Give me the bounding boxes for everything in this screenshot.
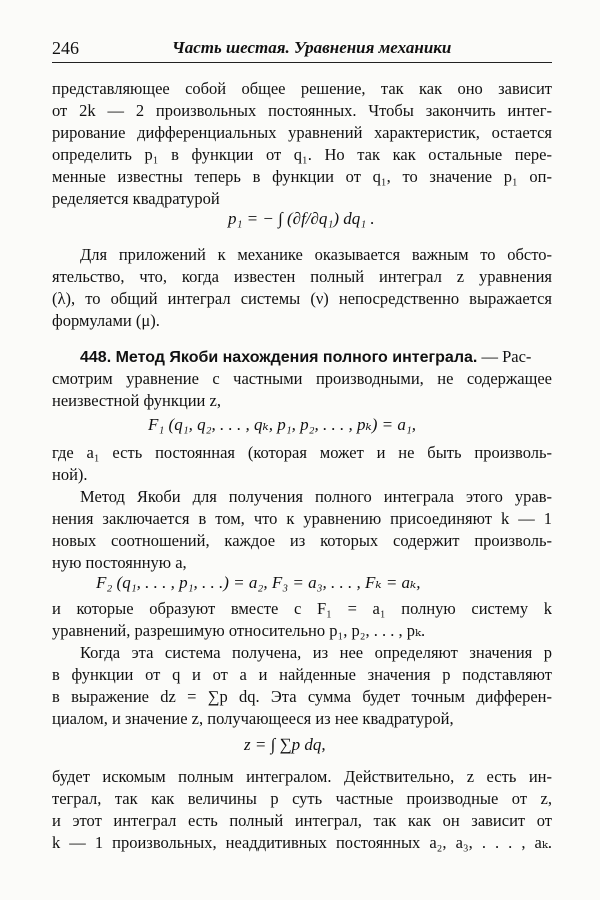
text-line: и которые образуют вместе с F₁ = a₁ полную систему k bbox=[52, 599, 552, 618]
text-line: (λ), то общий интеграл системы (ν) непосредственно выражается bbox=[52, 289, 552, 308]
section-heading-tail: — Рас- bbox=[477, 347, 532, 366]
formula-quadrature-p1: p₁ = − ∫ (∂f/∂q₁) dq₁ . bbox=[228, 209, 375, 228]
text-line: ной). bbox=[52, 465, 88, 484]
text-line: Для приложений к механике оказывается важным то обсто- bbox=[80, 245, 552, 264]
text-line: в выражение dz = ∑p dq. Эта сумма будет точным дифферен- bbox=[52, 687, 552, 706]
text-line: новых соотношений, каждое из которых содержит произволь- bbox=[52, 531, 552, 550]
section-heading-line bbox=[52, 346, 552, 369]
text-line: ределяется квадратурой bbox=[52, 189, 220, 208]
text-line: теграл, так как величины p суть частные производные от z, bbox=[52, 789, 552, 808]
text-line: ятельство, что, когда известен полный интеграл z уравнения bbox=[52, 267, 552, 286]
text-line: менные известны теперь в функции от q₁, то значение p₁ оп- bbox=[52, 167, 552, 186]
page-number: 246 bbox=[52, 38, 79, 58]
text-line: где a₁ есть постоянная (которая может и не быть произволь- bbox=[52, 443, 552, 462]
text-line: смотрим уравнение с частными производными, не содержащее bbox=[52, 369, 552, 388]
formula-equation-f1: F₁ (q₁, q₂, . . . , qₖ, p₁, p₂, . . . , pₖ) = a₁, bbox=[148, 415, 417, 434]
formula-z-quadrature: z = ∫ ∑p dq, bbox=[244, 735, 326, 754]
text-line: ную постоянную a, bbox=[52, 553, 187, 572]
text-line: нения заключается в том, что к уравнению присоединяют k — 1 bbox=[52, 509, 552, 528]
text-line: k — 1 произвольных, неаддитивных постоянных a₂, a₃, . . . , aₖ. bbox=[52, 833, 552, 852]
text-line: представляющее собой общее решение, так как оно зависит bbox=[52, 79, 552, 98]
text-line: формулами (μ). bbox=[52, 311, 160, 330]
text-line: неизвестной функции z, bbox=[52, 391, 221, 410]
text-line: Когда эта система получена, из нее определяют значения p bbox=[80, 643, 552, 662]
text-line: в функции от q и от a и найденные значения p подставляют bbox=[52, 665, 552, 684]
text-line: рирование дифференциальных уравнений характеристик, остается bbox=[52, 123, 552, 142]
text-line: будет искомым полным интегралом. Действительно, z есть ин- bbox=[52, 767, 552, 786]
running-title: Часть шестая. Уравнения механики bbox=[172, 38, 452, 57]
text-line: циалом, и значение z, получающееся из нее квадратурой, bbox=[52, 709, 454, 728]
text-line: и этот интеграл есть полный интеграл, так как он зависит от bbox=[52, 811, 552, 830]
text-line: Метод Якоби для получения полного интеграла этого урав- bbox=[80, 487, 552, 506]
formula-additional-relations: F₂ (q₁, . . . , p₁, . . .) = a₂, F₃ = a₃, . . . , Fₖ = aₖ, bbox=[96, 573, 421, 592]
text-line: определить p₁ в функции от q₁. Но так как остальные пере- bbox=[52, 145, 552, 164]
text-line: уравнений, разрешимую относительно p₁, p₂, . . . , pₖ. bbox=[52, 621, 426, 640]
text-line: от 2k — 2 произвольных постоянных. Чтобы закончить интег- bbox=[52, 101, 552, 120]
section-heading: 448. Метод Якоби нахождения полного интеграла. bbox=[80, 349, 478, 366]
running-header bbox=[52, 36, 552, 63]
